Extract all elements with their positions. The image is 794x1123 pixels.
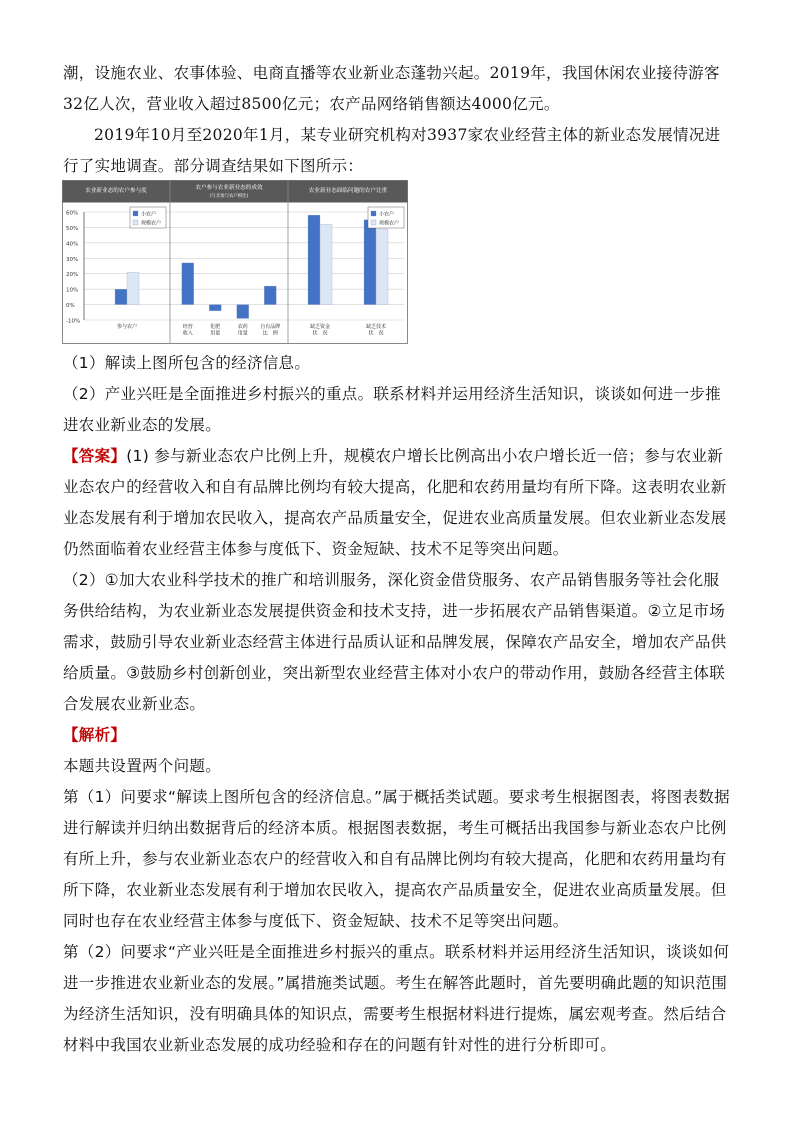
material-paragraph-1-text: 潮，设施农业、农事体验、电商直播等农业新业态蓬勃兴起。2019年，我国休闲农业接待游客32亿人次，营业收入超过8500亿元；农产品网络销售额达4000亿元。 [63, 64, 720, 113]
material-paragraph-1 [63, 58, 733, 120]
analysis-intro-text: 本题共设置两个问题。 [63, 757, 222, 775]
bar [376, 229, 388, 305]
category-label: 收入 [182, 330, 193, 337]
bar [264, 286, 276, 305]
question-1 [63, 348, 733, 379]
material-paragraph-2-text: 2019年10月至2020年1月，某专业研究机构对3937家农业经营主体的新业态发展情况进行了实地调查。部分调查结果如下图所示： [63, 126, 721, 175]
category-label: 缺乏资金 [309, 324, 331, 330]
category-label: 状 况 [368, 330, 384, 337]
y-tick-label: 40% [66, 241, 79, 248]
category-label: 用量 [210, 330, 221, 337]
bar [320, 224, 332, 304]
answer-paragraph-2-text: （2）①加大农业科学技术的推广和培训服务，深化资金借贷服务、农产品销售服务等社会化服务供给结构，为农业新业态发展提供资金和技术支持，进一步拓展农产品销售渠道。②立足市场需求，鼓励引导农业新业态经营主体进行品质认证和品牌发展，保障农产品安全，增加农产品供给质量。③鼓励乡村创新创业，突出新型农业经营主体对小农户的带动作用，鼓励各经营主体联合发展农业新业态。 [63, 571, 727, 713]
category-label: 经营 [182, 324, 193, 330]
panel-title: 农户参与农业新业态的成效 [195, 185, 263, 191]
analysis-paragraph-1-text: 第（1）问要求“解读上图所包含的经济信息。”属于概括类试题。要求考生根据图表，将图表数据进行解读并归纳出数据背后的经济本质。根据图表数据，考生可概括出我国参与新业态农户比例有所上升，参与农业新业态农户的经营收入和自有品牌比例均有较大提高，化肥和农药用量均有所下降，农业新业态发展有利于增加农民收入，提高农产品质量安全，促进农业高质量发展。但同时也存在农业经营主体参与度低下、资金短缺、技术不足等突出问题。 [63, 788, 730, 930]
bar [364, 220, 376, 305]
bar [115, 289, 127, 304]
y-tick-label: 20% [66, 272, 79, 279]
analysis-paragraph-2-text: 第（2）问要求“产业兴旺是全面推进乡村振兴的重点。联系材料并运用经济生活知识，谈谈如何进一步推进农业新业态的发展。”属措施类试题。考生在解答此题时，首先要明确此题的知识范围为经济生活知识，没有明确具体的知识点，需要考生根据材料进行提炼，属宏观考查。然后结合材料中我国农业新业态发展的成功经验和存在的问题有针对性的进行分析即可。 [63, 943, 730, 1054]
y-tick-label: 10% [66, 287, 79, 294]
answer-paragraph-1-text: (1) 参与新业态农户比例上升，规模农户增长比例高出小农户增长近一倍；参与农业新业态农户的经营收入和自有品牌比例均有较大提高，化肥和农药用量均有所下降。这表明农业新业态发展有利于增加农民收入，提高农产品质量安全，促进农业高质量发展。但农业新业态发展仍然面临着农业经营主体参与度低下、资金短缺、技术不足等突出问题。 [63, 447, 727, 558]
panel-title: 农业新业态的农户参与度 [85, 188, 147, 194]
panel-subtitle: (与未参与农户相比) [209, 194, 249, 199]
bar [237, 305, 249, 319]
legend-swatch [133, 211, 138, 216]
legend-label: 规模农户 [141, 220, 162, 227]
bar [127, 272, 139, 304]
y-tick-label: 30% [66, 256, 79, 263]
analysis-heading [63, 720, 733, 751]
bar [308, 215, 320, 304]
question-2 [63, 379, 733, 441]
category-label: 自有品牌 [260, 324, 281, 330]
analysis-intro [63, 751, 733, 782]
answer-paragraph-1 [63, 441, 733, 565]
y-tick-label: 50% [66, 225, 79, 232]
answer-paragraph-2 [63, 565, 733, 720]
category-label: 比 例 [262, 330, 278, 337]
category-label: 农药 [237, 324, 248, 330]
category-label: 状 况 [312, 330, 328, 337]
y-tick-label: 60% [66, 210, 79, 217]
legend-swatch [371, 220, 376, 225]
analysis-paragraph-1 [63, 782, 733, 937]
answer-label: 【答案】 [63, 447, 127, 465]
category-label: 缺乏技术 [365, 324, 387, 330]
analysis-paragraph-2 [63, 937, 733, 1061]
panel-title: 农业新业态面临问题的农户比重 [308, 188, 388, 194]
bar [182, 263, 194, 305]
category-label: 化肥 [210, 324, 221, 330]
category-label: 参与农户 [116, 324, 138, 330]
y-tick-label: 0% [66, 303, 75, 310]
legend-label: 小农户 [379, 211, 395, 218]
legend-swatch [371, 211, 376, 216]
legend-label: 规模农户 [379, 220, 400, 227]
survey-chart [62, 180, 408, 344]
analysis-label: 【解析】 [63, 726, 127, 744]
material-paragraph-2 [63, 120, 733, 182]
y-tick-label: -10% [66, 318, 81, 325]
category-label: 用量 [237, 330, 248, 337]
legend-label: 小农户 [141, 211, 157, 218]
question-1-text: （1）解读上图所包含的经济信息。 [63, 354, 311, 372]
legend-swatch [133, 220, 138, 225]
bar [209, 305, 221, 311]
chart-frame [63, 181, 408, 344]
question-2-text: （2）产业兴旺是全面推进乡村振兴的重点。联系材料并运用经济生活知识，谈谈如何进一步推进农业新业态的发展。 [63, 385, 721, 434]
